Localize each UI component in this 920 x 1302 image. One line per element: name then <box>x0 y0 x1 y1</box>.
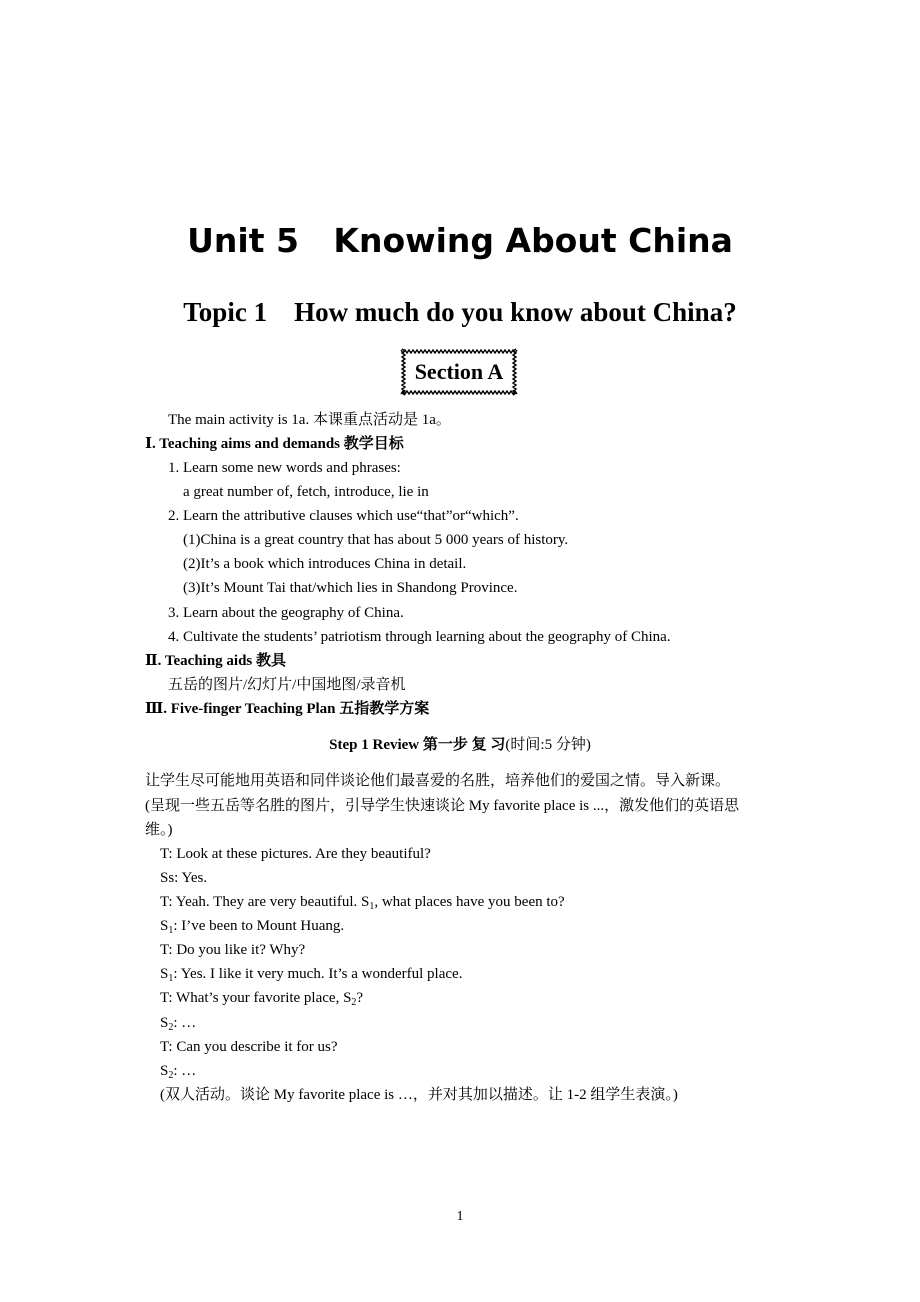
step1-time: (时间:5 分钟) <box>505 737 591 753</box>
dialogue-line-5: T: Do you like it? Why? <box>160 942 306 958</box>
step1-note: (双人活动。谈论 My favorite place is …，并对其加以描述。让 1-2 组学生表演。) <box>160 1087 678 1103</box>
aids-list: 五岳的图片/幻灯片/中国地图/录音机 <box>168 677 406 693</box>
aim-item-1: 1. Learn some new words and phrases: <box>168 460 401 476</box>
dialogue-line-8 <box>160 1014 196 1032</box>
aim-example-2: (2)It’s a book which introduces China in detail. <box>183 556 467 572</box>
dialogue-text: , what places have you been to? <box>374 894 565 910</box>
aim-item-1-detail: a great number of, fetch, introduce, lie in <box>183 484 429 500</box>
speaker-subscript: 2 <box>168 1070 174 1081</box>
aim-item-3: 3. Learn about the geography of China. <box>168 605 404 621</box>
speaker-subscript: 2 <box>351 997 357 1008</box>
speaker-subscript: 1 <box>168 925 174 936</box>
dialogue-line-4 <box>160 917 344 935</box>
dialogue-text: ? <box>356 990 364 1006</box>
dialogue-line-10 <box>160 1062 196 1080</box>
aim-item-2: 2. Learn the attributive clauses which use“that”or“which”. <box>168 508 519 524</box>
speaker-subscript: 1 <box>168 973 174 984</box>
unit-title: Unit 5 Knowing About China <box>187 221 733 260</box>
speaker: S <box>160 1063 169 1079</box>
step1-title: Step 1 Review 第一步 复 习 <box>329 737 506 753</box>
dialogue-text: : … <box>173 1015 197 1031</box>
step1-intro-line-1: 让学生尽可能地用英语和同伴谈论他们最喜爱的名胜，培养他们的爱国之情。导入新课。 <box>145 773 731 789</box>
step1-heading <box>0 736 920 754</box>
aids-heading: Ⅱ. Teaching aids 教具 <box>145 653 287 669</box>
step1-intro-line-3: 维。) <box>145 822 173 838</box>
dialogue-line-7 <box>160 989 363 1007</box>
dialogue-line-6 <box>160 965 462 983</box>
dialogue-text: : I’ve been to Mount Huang. <box>173 918 345 934</box>
topic-title: Topic 1 How much do you know about China? <box>183 297 737 327</box>
plan-heading: Ⅲ. Five-finger Teaching Plan 五指教学方案 <box>145 701 430 717</box>
section-label: Section A <box>414 359 504 384</box>
speaker-subscript: 1 <box>369 901 375 912</box>
aims-heading: Ⅰ. Teaching aims and demands 教学目标 <box>145 436 404 452</box>
section-badge <box>400 348 518 396</box>
dialogue-text: : … <box>173 1063 197 1079</box>
dialogue-line-2: Ss: Yes. <box>160 870 208 886</box>
dialogue-line-1: T: Look at these pictures. Are they beautiful? <box>160 846 431 862</box>
dialogue-line-3 <box>160 893 565 911</box>
speaker: S <box>160 1015 169 1031</box>
page-number: 1 <box>456 1209 464 1224</box>
dialogue-line-9: T: Can you describe it for us? <box>160 1039 338 1055</box>
dialogue-text: : Yes. I like it very much. It’s a wonderful place. <box>173 966 463 982</box>
aim-item-4: 4. Cultivate the students’ patriotism through learning about the geography of China. <box>168 629 671 645</box>
dialogue-text: T: What’s your favorite place, S <box>160 990 352 1006</box>
speaker-subscript: 2 <box>168 1022 174 1033</box>
main-activity: The main activity is 1a. 本课重点活动是 1a。 <box>168 412 451 428</box>
speaker: S <box>160 966 169 982</box>
dialogue-text: T: Yeah. They are very beautiful. S <box>160 894 370 910</box>
speaker: S <box>160 918 169 934</box>
step1-intro-line-2: (呈现一些五岳等名胜的图片，引导学生快速谈论 My favorite place is ...，激发他们的英语思 <box>145 798 740 814</box>
aim-example-1: (1)China is a great country that has about 5 000 years of history. <box>183 532 569 548</box>
aim-example-3: (3)It’s Mount Tai that/which lies in Shandong Province. <box>183 580 518 596</box>
